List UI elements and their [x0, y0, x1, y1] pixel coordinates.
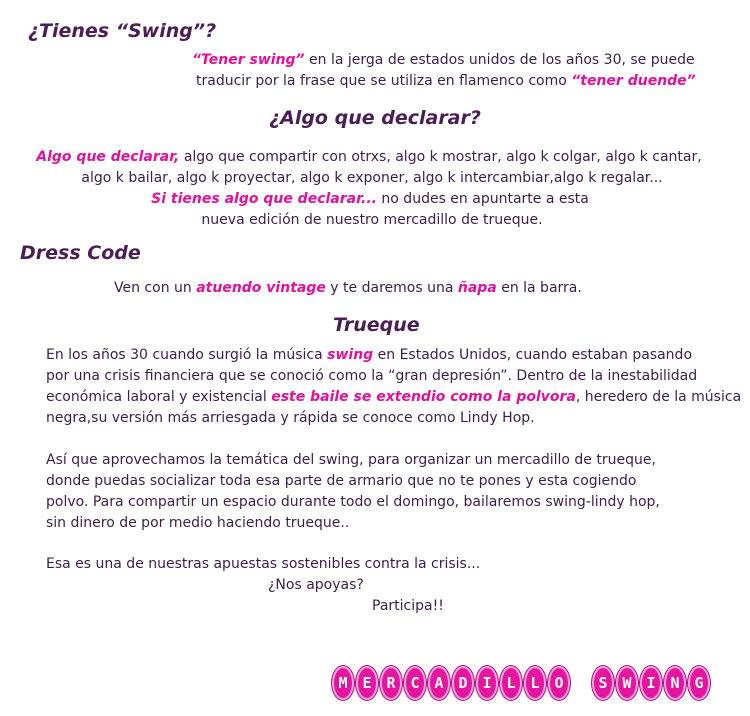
badge-letter: E [356, 666, 378, 700]
badge-letter: I [640, 666, 662, 700]
trueque-p1-l3 [46, 387, 741, 408]
trueque-p3-l1: Esa es una de nuestras apuestas sostenibles contra la crisis... [46, 556, 481, 572]
text: , heredero de la música [575, 389, 742, 405]
badge-gap [572, 666, 590, 700]
text: y te daremos una [325, 280, 458, 296]
trueque-p3-l2: ¿Nos apoyas? [268, 577, 364, 593]
text: algo que compartir con otrxs, algo k mostrar, algo k colgar, algo k cantar, [179, 149, 702, 165]
tienes-swing-line2 [196, 71, 696, 92]
trueque-p1-l4: negra,su versión más arriesgada y rápida se conoce como Lindy Hop. [46, 410, 535, 426]
em-tener-duende: “tener duende” [571, 73, 696, 89]
badge-letter: C [404, 666, 426, 700]
em-si-tienes: Si tienes algo que declarar... [151, 191, 377, 207]
declarar-line3 [0, 189, 740, 210]
trueque-paragraph-2 [46, 450, 660, 534]
text: traducir por la frase que se utiliza en flamenco como [196, 73, 572, 89]
trueque-p2-l4: sin dinero de por medio haciendo trueque.. [46, 515, 350, 531]
em-polvora: este baile se extendio como la polvora [271, 389, 576, 405]
badge-letter: D [452, 666, 474, 700]
em-atuendo-vintage: atuendo vintage [196, 280, 326, 296]
badge-letter: S [592, 666, 614, 700]
em-tener-swing: “Tener swing” [192, 52, 305, 68]
badge-letter: L [524, 666, 546, 700]
trueque-p2-l1: Así que aprovechamos la temática del swing, para organizar un mercadillo de trueque, [46, 452, 656, 468]
text: económica laboral y existencial [46, 389, 272, 405]
declarar-line1 [0, 147, 738, 168]
badge-letter: O [548, 666, 570, 700]
dress-code-line [114, 278, 582, 299]
trueque-paragraph-1 [46, 345, 741, 429]
heading-tienes-swing: ¿Tienes “Swing”? [28, 20, 217, 42]
badge-letter: N [664, 666, 686, 700]
heading-dress-code: Dress Code [20, 242, 141, 264]
em-swing: swing [327, 347, 374, 363]
trueque-p3-l3: Participa!! [372, 598, 444, 614]
declarar-line2: algo k bailar, algo k proyectar, algo k exponer, algo k intercambiar,algo k regalar... [81, 170, 663, 186]
text: En los años 30 cuando surgió la música [46, 347, 328, 363]
declarar-line4: nueva edición de nuestro mercadillo de trueque. [201, 212, 543, 228]
trueque-p2-l2: donde puedas socializar toda esa parte de armario que no te pones y esta cogiendo [46, 473, 637, 489]
badge-letter: G [688, 666, 710, 700]
text: en Estados Unidos, cuando estaban pasando [373, 347, 693, 363]
text: en la jerga de estados unidos de los años 30, se puede [304, 52, 695, 68]
badge-letter: L [500, 666, 522, 700]
trueque-p1-l1 [46, 345, 741, 366]
heading-trueque: Trueque [333, 314, 420, 336]
tienes-swing-line1 [192, 50, 695, 71]
em-algo-que-declarar: Algo que declarar, [36, 149, 180, 165]
badge-letter: R [380, 666, 402, 700]
text: en la barra. [496, 280, 582, 296]
heading-algo-que-declarar: ¿Algo que declarar? [269, 107, 481, 129]
badge-letter: I [476, 666, 498, 700]
trueque-p1-l2: por una crisis financiera que se conoció como la “gran depresión”. Dentro de la inestabilidad [46, 368, 698, 384]
footer-mercadillo-swing [332, 666, 710, 700]
text: Ven con un [114, 280, 197, 296]
badge-letter: A [428, 666, 450, 700]
em-napa: ñapa [457, 280, 497, 296]
badge-letter: M [332, 666, 354, 700]
badge-letter: W [616, 666, 638, 700]
trueque-p2-l3: polvo. Para compartir un espacio durante todo el domingo, bailaremos swing-lindy hop, [46, 494, 660, 510]
text: no dudes en apuntarte a esta [376, 191, 589, 207]
